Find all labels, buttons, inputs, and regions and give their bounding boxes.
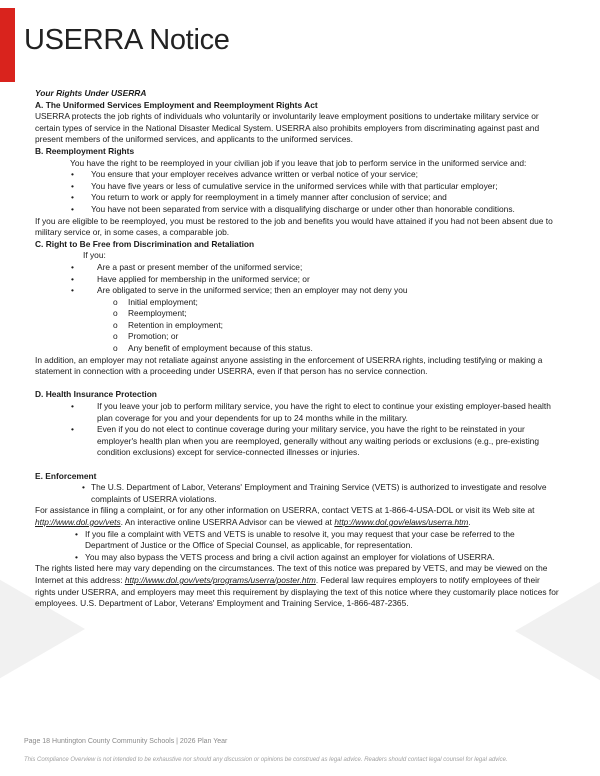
sub-list-item: o Reemployment;	[113, 308, 187, 319]
bullet-marker: •	[71, 261, 74, 272]
bullet-marker: •	[75, 551, 78, 562]
bullet-marker: •	[71, 273, 74, 284]
section-e-rights: The rights listed here may vary depending on the circumstances. The text of this notice was prepared by VETS, and may be viewed on the Internet at this address: http://www.dol.gov/vets/programs/userra/poster.htm. Federal law requires employers to notify employees of their rights under USERRA, and employers may meet this requirement by displaying the text of this notice where they customarily place notices for employees. U.S. Department of Labor, Veterans' Employment and Training Service, 1-866-487-2365.	[35, 563, 559, 609]
sub-bullet-marker: o	[113, 331, 118, 342]
page-title: USERRA Notice	[24, 24, 230, 56]
bullet-marker: •	[71, 203, 74, 214]
bullet-marker: •	[71, 169, 74, 180]
bullet-marker: •	[71, 285, 74, 296]
elaws-link[interactable]: http://www.dol.gov/elaws/userra.htm	[334, 516, 469, 527]
red-accent-bar	[0, 8, 15, 82]
legal-disclaimer: This Compliance Overview is not intended to be exhaustive nor should any discussion or opinions be construed as legal advice. Readers should contact legal counsel for legal advice.	[24, 757, 508, 763]
list-item: • You ensure that your employer receives advance written or verbal notice of your service;	[71, 169, 418, 180]
sub-bullet-marker: o	[113, 343, 118, 354]
poster-link[interactable]: http://www.dol.gov/vets/programs/userra/poster.htm	[124, 574, 316, 585]
bullet-marker: •	[71, 401, 74, 412]
sub-list-item: o Any benefit of employment because of this status.	[113, 343, 313, 354]
sub-list-item: o Promotion; or	[113, 331, 179, 342]
section-c-heading: C. Right to Be Free from Discrimination and Retaliation	[35, 238, 255, 249]
bullet-marker: •	[71, 424, 74, 435]
list-item: • If you leave your job to perform military service, you have the right to elect to continue your existing employer-based health plan coverage for you and your dependents for up to 24 months while in the military.	[71, 401, 551, 423]
section-c-intro: If you:	[83, 250, 106, 261]
list-item: • You have five years or less of cumulative service in the uniformed services while with that particular employer;	[71, 180, 498, 191]
list-item: • If you file a complaint with VETS and VETS is unable to resolve it, you may request that your case be referred to the Department of Justice or the Office of Special Counsel, as applicable, for representation.	[75, 528, 515, 551]
notice-content	[35, 88, 560, 610]
bullet-marker: •	[71, 192, 74, 203]
bullet-marker: •	[75, 528, 78, 539]
list-item: • You may also bypass the VETS process and bring a civil action against an employer for violations of USERRA.	[75, 551, 495, 562]
section-d-heading: D. Health Insurance Protection	[35, 389, 157, 400]
list-item: • Even if you do not elect to continue coverage during your military service, you have the right to be reinstated in your employer's health plan when you are reemployed, generally without any waiting periods or exclusions (e.g., pre-existing condition exclusions) except for service-connected illnesses or injuries.	[71, 424, 539, 458]
vets-link[interactable]: http://www.dol.gov/vets	[35, 516, 121, 527]
bullet-marker: •	[82, 482, 85, 493]
section-a-heading: A. The Uniformed Services Employment and Reemployment Rights Act	[35, 99, 318, 110]
section-b-heading: B. Reemployment Rights	[35, 145, 135, 156]
list-item: • You return to work or apply for reemployment in a timely manner after conclusion of service; and	[71, 192, 447, 203]
section-b-intro: You have the right to be reemployed in your civilian job if you leave that job to perform service in the uniformed service and:	[70, 157, 527, 168]
notice-subtitle: Your Rights Under USERRA	[35, 88, 147, 98]
sub-bullet-marker: o	[113, 308, 118, 319]
section-e-heading: E. Enforcement	[35, 470, 97, 481]
page-footer: Page 18 Huntington County Community Schools | 2026 Plan Year	[24, 738, 228, 745]
sub-list-item: o Initial employment;	[113, 296, 198, 307]
bullet-marker: •	[71, 180, 74, 191]
section-e-assistance: For assistance in filing a complaint, or for any other information on USERRA, contact VETS at 1-866-4-USA-DOL or visit its Web site at http://www.dol.gov/vets. An interactive online USERRA Advisor can be viewed at http://www.dol.gov/elaws/userra.htm.	[35, 505, 535, 527]
sub-bullet-marker: o	[113, 296, 118, 307]
list-item: • Have applied for membership in the uniformed service; or	[71, 273, 310, 284]
list-item: • You have not been separated from service with a disqualifying discharge or under other than honorable conditions.	[71, 203, 515, 214]
list-item: • Are obligated to serve in the uniformed service; then an employer may not deny you	[71, 285, 408, 296]
sub-bullet-marker: o	[113, 319, 118, 330]
list-item: • The U.S. Department of Labor, Veterans' Employment and Training Service (VETS) is authorized to investigate and resolve complaints of USERRA violations.	[82, 482, 547, 504]
section-a-text: USERRA protects the job rights of individuals who voluntarily or involuntarily leave employment positions to undertake military service or certain types of service in the National Disaster Medical System. USERRA also prohibits employers from discriminating against past and present members of the uniformed services, and applicants to the uniformed services.	[35, 111, 540, 145]
list-item: • Are a past or present member of the uniformed service;	[71, 261, 303, 272]
section-c-closing: In addition, an employer may not retaliate against anyone assisting in the enforcement of USERRA rights, including testifying or making a statement in connection with a proceeding under USERRA, even if that person has no service connection.	[35, 354, 543, 377]
sub-list-item: o Retention in employment;	[113, 319, 223, 330]
section-b-closing: If you are eligible to be reemployed, you must be restored to the job and benefits you would have attained if you had not been absent due to military service or, in some cases, a comparable job.	[35, 215, 553, 238]
